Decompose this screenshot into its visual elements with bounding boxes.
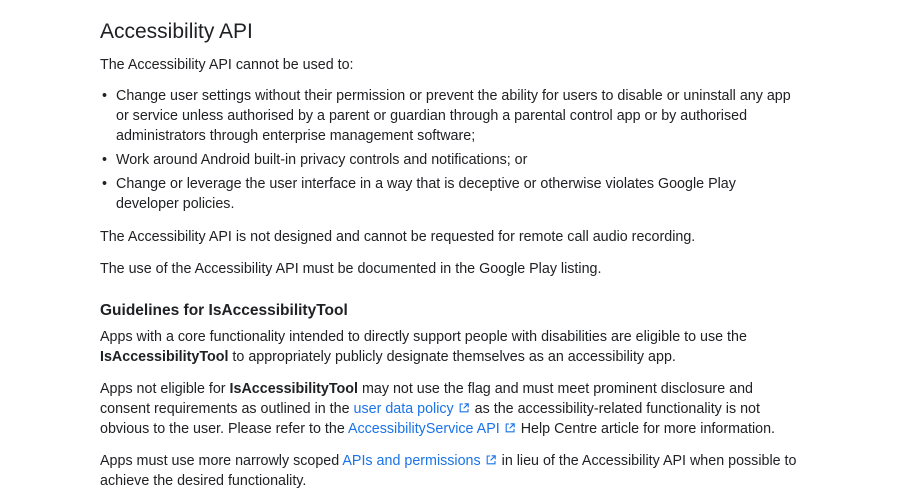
guidelines-heading: Guidelines for IsAccessibilityTool bbox=[100, 302, 348, 319]
accessibility-service-api-link[interactable]: AccessibilityService API bbox=[347, 421, 500, 437]
list-item: • Work around Android built-in privacy controls and notifications; or bbox=[100, 150, 791, 170]
external-link-icon[interactable] bbox=[486, 455, 496, 465]
is-accessibility-tool-term: IsAccessibilityTool bbox=[100, 349, 229, 365]
core-functionality-paragraph: Apps with a core functionality intended to directly support people with disabilities are eligible to use the IsAccessibilityTool to appropriately publicly designate themselves as an accessibility app. bbox=[100, 329, 747, 365]
list-item: • Change user settings without their permission or prevent the ability for users to disable or uninstall any app or service unless authorised by a parent or guardian through a parental control app or by authorised administrators through enterprise management software; bbox=[100, 86, 791, 146]
not-eligible-paragraph: Apps not eligible for IsAccessibilityTool may not use the flag and must meet prominent disclosure and consent requirements as outlined in the user data policy as the accessibility-related functionality is not obvious to the user. Please refer to the AccessibilityService API Help Centre article for more information. bbox=[100, 381, 775, 437]
remote-recording-paragraph: The Accessibility API is not designed and cannot be requested for remote call audio recording. bbox=[100, 229, 696, 245]
restriction-list bbox=[100, 86, 791, 218]
apis-and-permissions-link[interactable]: APIs and permissions bbox=[342, 453, 481, 469]
page-title: Accessibility API bbox=[100, 20, 253, 43]
external-link-icon[interactable] bbox=[459, 403, 469, 413]
documentation-paragraph: The use of the Accessibility API must be documented in the Google Play listing. bbox=[100, 261, 602, 277]
is-accessibility-tool-term: IsAccessibilityTool bbox=[229, 381, 358, 397]
intro-paragraph: The Accessibility API cannot be used to: bbox=[100, 57, 354, 73]
external-link-icon[interactable] bbox=[505, 423, 515, 433]
narrow-scope-paragraph: Apps must use more narrowly scoped APIs and permissions in lieu of the Accessibility API when possible to achieve the desired functionality. bbox=[100, 453, 797, 489]
list-item: • Change or leverage the user interface in a way that is deceptive or otherwise violates Google Play developer policies. bbox=[100, 174, 791, 214]
user-data-policy-link[interactable]: user data policy bbox=[353, 401, 454, 417]
